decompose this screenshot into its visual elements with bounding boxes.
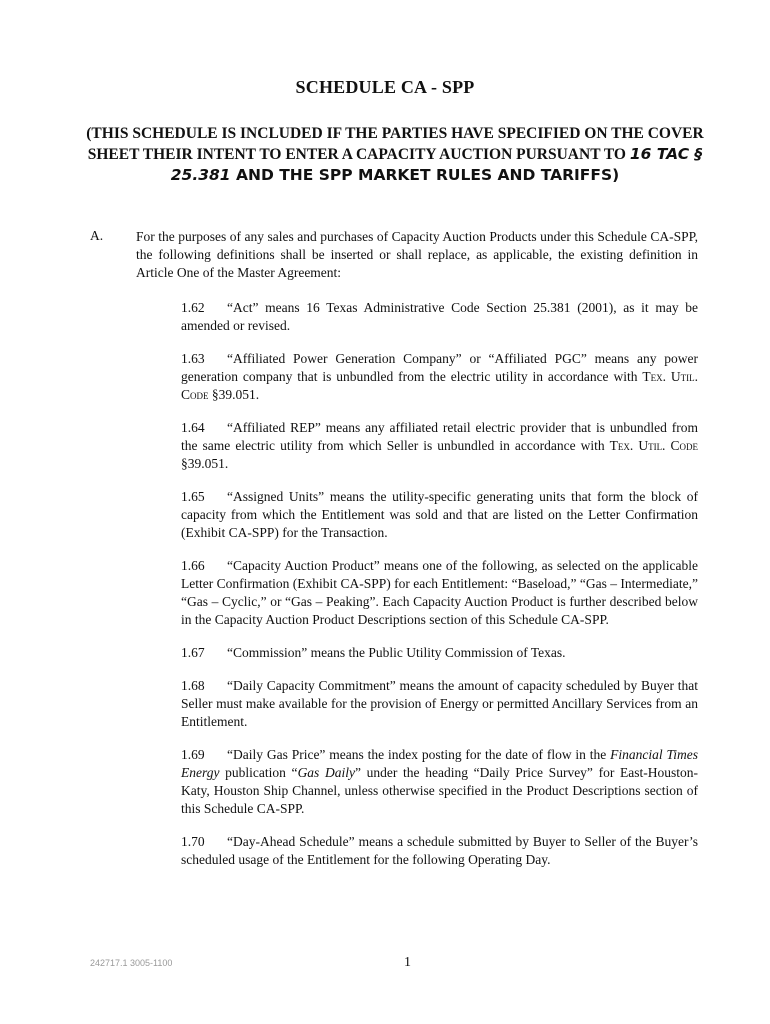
definition-text: “Act” means 16 Texas Administrative Code Section 25.381 (2001), as it may be amended or revised.	[181, 300, 698, 333]
schedule-title: SCHEDULE CA - SPP	[295, 77, 475, 97]
definition-text: “Assigned Units” means the utility-specific generating units that form the block of capacity from which the Entitlement was sold and that are listed on the Letter Confirmation (Exhibit CA-SPP) for the Transaction.	[181, 489, 698, 540]
definition-text-after: §39.051.	[208, 387, 260, 402]
definition-1-64	[181, 419, 698, 473]
definition-text: “Capacity Auction Product” means one of the following, as selected on the applicable Letter Confirmation (Exhibit CA-SPP) for each Entitlement: “Baseload,” “Gas – Intermediate,” “Gas – Cyclic,” or “Gas – Peaking”. Each Capacity Auction Product is further described below in the Capacity Auction Product Descriptions section of this Schedule CA-SPP.	[181, 558, 698, 627]
definition-1-63	[181, 350, 698, 404]
footer-document-id: 242717.1 3005-1100	[90, 958, 173, 968]
definition-number: 1.62	[181, 300, 205, 315]
definition-text-after: ” under the heading “Daily Price Survey” for East-Houston-Katy, Houston Ship Channel, unless otherwise specified in the Product Descriptions section of this Schedule CA-SPP.	[181, 765, 698, 816]
definition-1-69	[181, 746, 698, 818]
definition-number: 1.70	[181, 834, 205, 849]
statute-citation: Tex. Util. Code	[181, 369, 698, 402]
page-number: 1	[404, 955, 411, 970]
subtitle-part2: AND THE SPP MARKET RULES AND TARIFFS)	[230, 166, 620, 184]
definition-text-after: §39.051.	[181, 456, 229, 471]
definition-text-mid: publication “	[219, 765, 298, 780]
statute-citation: Tex. Util. Code	[609, 438, 698, 453]
definition-text: “Affiliated REP” means any affiliated retail electric provider that is unbundled from the same electric utility from which Seller is unbundled in accordance with	[181, 420, 698, 453]
definition-1-66	[181, 557, 698, 629]
definition-number: 1.69	[181, 747, 205, 762]
subtitle-citation: 16 TAC § 25.381	[170, 145, 703, 184]
publication-name: Financial Times Energy	[181, 747, 698, 780]
definition-text: “Affiliated Power Generation Company” or “Affiliated PGC” means any power generation company that is unbundled from the electric utility in accordance with	[181, 351, 698, 384]
definition-number: 1.67	[181, 645, 205, 660]
subtitle-part1: (THIS SCHEDULE IS INCLUDED IF THE PARTIES HAVE SPECIFIED ON THE COVER SHEET THEIR INTENT TO ENTER A CAPACITY AUCTION PURSUANT TO	[86, 125, 704, 163]
definition-number: 1.63	[181, 351, 205, 366]
definition-number: 1.64	[181, 420, 205, 435]
definition-1-68	[181, 677, 698, 731]
schedule-subtitle	[85, 123, 705, 186]
publication-title: Gas Daily	[297, 765, 355, 780]
definition-1-70	[181, 833, 698, 869]
section-intro-text: For the purposes of any sales and purchases of Capacity Auction Products under this Schedule CA-SPP, the following definitions shall be inserted or shall replace, as applicable, the existing definition in Article One of the Master Agreement:	[136, 229, 698, 280]
definition-text: “Daily Capacity Commitment” means the amount of capacity scheduled by Buyer that Seller must make available for the provision of Energy or permitted Ancillary Services from an Entitlement.	[181, 678, 698, 729]
definition-1-67	[181, 644, 698, 662]
definition-number: 1.68	[181, 678, 205, 693]
definitions-list	[181, 299, 698, 884]
definition-1-62	[181, 299, 698, 335]
definition-number: 1.65	[181, 489, 205, 504]
definition-text: “Commission” means the Public Utility Commission of Texas.	[227, 645, 566, 660]
definition-text: “Daily Gas Price” means the index posting for the date of flow in the	[227, 747, 611, 762]
section-label: A.	[90, 228, 104, 243]
definition-number: 1.66	[181, 558, 205, 573]
definition-text: “Day-Ahead Schedule” means a schedule submitted by Buyer to Seller of the Buyer’s scheduled usage of the Entitlement for the following Operating Day.	[181, 834, 698, 867]
definition-1-65	[181, 488, 698, 542]
